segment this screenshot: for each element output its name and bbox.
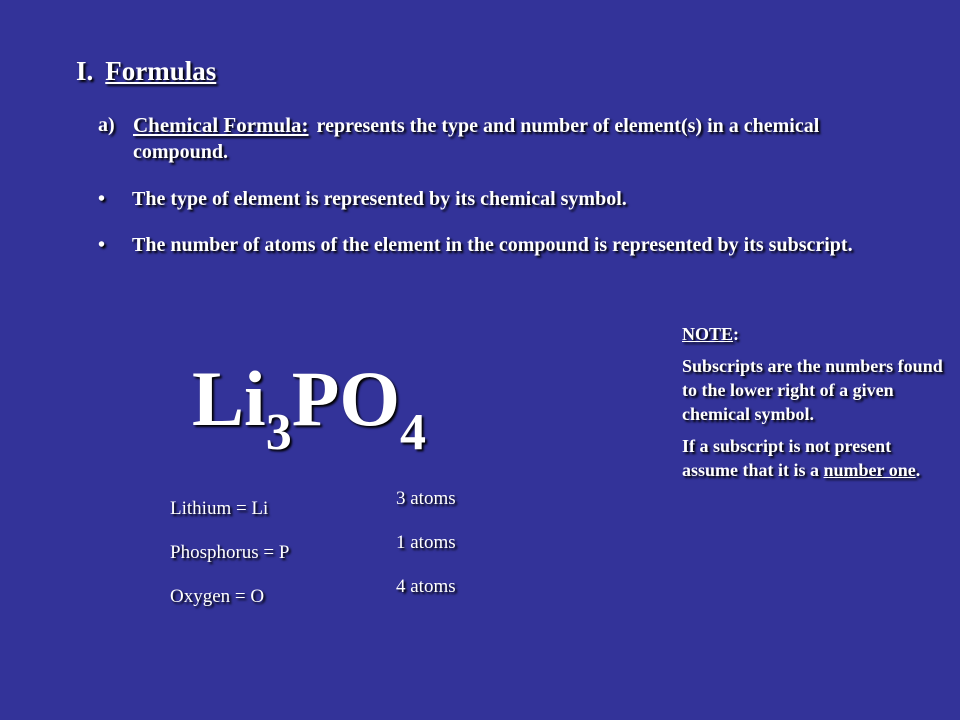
note-colon: : [733,324,740,344]
definition-text: represents the type and number of element(s) in a chemical compound. [133,115,820,163]
note-heading [682,322,944,346]
section-title: Formulas [105,56,217,86]
element-label-phosphorus: Phosphorus = P [170,542,290,563]
formula-symbol-po: PO [291,355,401,442]
bullet-item [98,186,878,212]
definition-body [98,112,878,165]
section-number: I. [76,56,94,86]
bullet-item [98,232,878,258]
bullet-text: The number of atoms of the element in the compound is represented by its subscript. [132,234,853,256]
definition-marker: a) [98,114,115,136]
atom-count-lithium: 3 atoms [396,488,456,509]
definition-item [98,112,878,165]
note-line-2-suffix: . [915,460,921,480]
bullet-text: The type of element is represented by its chemical symbol. [132,188,627,210]
atom-count-phosphorus: 1 atoms [396,532,456,553]
formula-subscript-li: 3 [265,404,292,461]
definition-term: Chemical Formula: [133,113,309,137]
element-label-lithium: Lithium = Li [170,498,269,519]
atom-count-oxygen: 4 atoms [396,576,456,597]
chemical-formula [192,355,427,461]
note-title: NOTE [682,324,734,344]
section-heading [76,56,216,87]
note-line-2-prefix: If a subscript is not present assume that it is a [682,436,892,480]
note-line-1: Subscripts are the numbers found to the lower right of a given chemical symbol. [682,356,943,424]
formula-symbol-li: Li [192,355,266,442]
note-box [682,322,944,490]
bullet-icon: • [98,188,106,210]
note-line-2 [682,434,944,482]
note-line-2-emphasis: number one [823,460,916,480]
formula-subscript-o: 4 [400,404,427,461]
element-label-oxygen: Oxygen = O [170,586,265,607]
bullet-icon: • [98,234,106,256]
